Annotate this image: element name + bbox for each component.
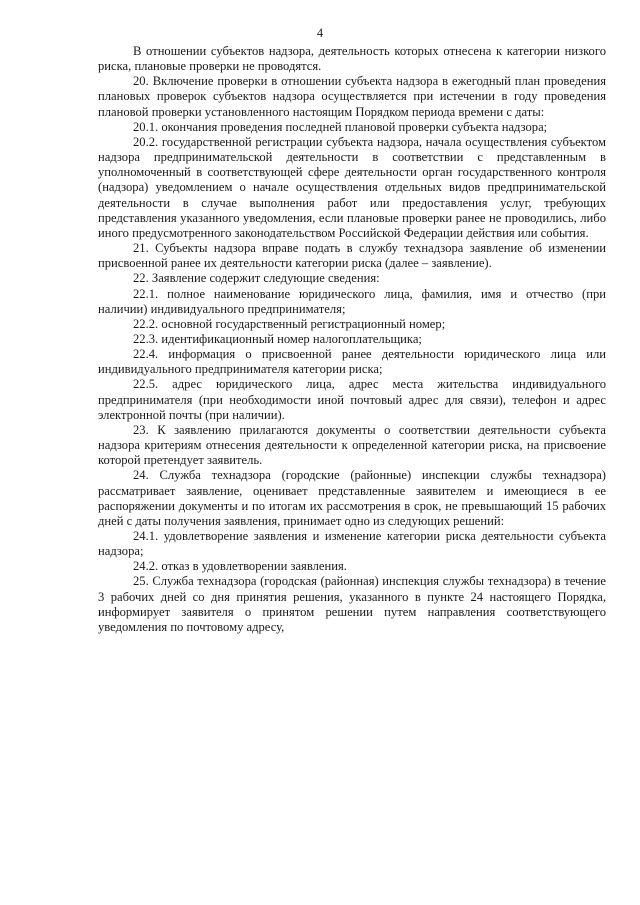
paragraph-22-2: 22.2. основной государственный регистрационный номер; <box>133 316 446 331</box>
paragraph-23: 23. К заявлению прилагаются документы о соответствии деятельности субъекта надзора критериям отнесения деятельности к определенной категории риска, на присвоение которой претендует заявитель. <box>98 422 606 468</box>
paragraph-24: 24. Служба технадзора (городские (районные) инспекции службы технадзора) рассматривает заявление, оценивает представленные заявителем и имеющиеся в ее распоряжении документы и по итогам их рассмотрения в срок, не превышающий 15 рабочих дней с даты получения заявления, принимает одно из следующих решений: <box>98 468 606 528</box>
paragraph-20: 20. Включение проверки в отношении субъекта надзора в ежегодный план проведения плановых проверок субъектов надзора осуществляется при истечении в году проведения плановой проверки установленного настоящим Порядком периода времени с даты: <box>98 74 606 119</box>
paragraph-22-4: 22.4. информация о присвоенной ранее деятельности юридического лица или индивидуального предпринимателя категории риска; <box>98 347 606 377</box>
paragraph-24-2: 24.2. отказ в удовлетворении заявления. <box>133 559 347 574</box>
paragraph-22-3: 22.3. идентификационный номер налогоплательщика; <box>133 331 422 346</box>
page-number: 4 <box>316 26 324 40</box>
paragraph-low-risk: В отношении субъектов надзора, деятельность которых отнесена к категории низкого риска, плановые проверки не проводятся. <box>98 44 606 74</box>
paragraph-22-1: 22.1. полное наименование юридического лица, фамилия, имя и отчество (при наличии) индивидуального предпринимателя; <box>98 286 606 316</box>
paragraph-21: 21. Субъекты надзора вправе подать в службу технадзора заявление об изменении присвоенной ранее их деятельности категории риска (далее – заявление). <box>98 241 606 271</box>
paragraph-22-5: 22.5. адрес юридического лица, адрес места жительства индивидуального предпринимателя (при необходимости иной почтовый адрес для связи), телефон и адрес электронной почты (при наличии). <box>98 377 606 422</box>
paragraph-24-1: 24.1. удовлетворение заявления и изменение категории риска деятельности субъекта надзора; <box>98 529 606 559</box>
document-body <box>98 44 606 635</box>
paragraph-20-2: 20.2. государственной регистрации субъекта надзора, начала осуществления субъектом надзора предпринимательской деятельности в соответствии с представленным в уполномоченный в соответствующей сфере деятельности орган государственного контроля (надзора) уведомлением о начале осуществления отдельных видов предпринимательской деятельности в случае выполнения работ или предоставления услуг, требующих представления указанного уведомления, если плановые проверки ранее не проводились, либо иного предусмотренного законодательством Российской Федерации действия или события. <box>98 134 606 240</box>
paragraph-22: 22. Заявление содержит следующие сведения: <box>133 271 380 286</box>
paragraph-20-1: 20.1. окончания проведения последней плановой проверки субъекта надзора; <box>133 119 548 134</box>
paragraph-25: 25. Служба технадзора (городская (районная) инспекция службы технадзора) в течение 3 рабочих дней со дня принятия решения, указанного в пункте 24 настоящего Порядка, информирует заявителя о принятом решении путем направления соответствующего уведомления по почтовому адресу, <box>98 574 606 634</box>
